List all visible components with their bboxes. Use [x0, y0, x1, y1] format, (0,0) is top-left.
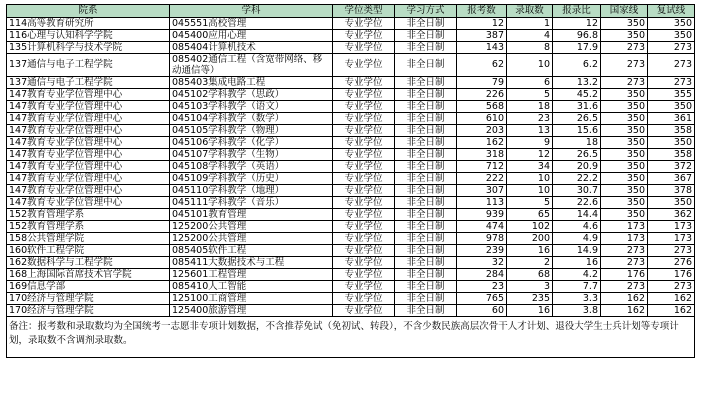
table-row [7, 221, 695, 233]
cell-admitted: 10 [507, 173, 553, 185]
table-row [7, 113, 695, 125]
cell-study-mode: 非全日制 [395, 54, 457, 77]
cell-ratio: 18 [553, 137, 601, 149]
cell-degree-type: 专业学位 [333, 197, 395, 209]
cell-study-mode: 非全日制 [395, 30, 457, 42]
cell-retest-line: 358 [648, 125, 695, 137]
cell-degree-type: 专业学位 [333, 113, 395, 125]
cell-retest-line: 176 [648, 269, 695, 281]
table-row [7, 269, 695, 281]
cell-subject: 085404计算机技术 [170, 42, 333, 54]
cell-department: 168上海国际首席技术官学院 [7, 269, 170, 281]
cell-degree-type: 专业学位 [333, 42, 395, 54]
cell-applicants: 474 [457, 221, 507, 233]
cell-department: 147教育专业学位管理中心 [7, 173, 170, 185]
cell-national-line: 350 [601, 149, 648, 161]
cell-subject: 125400旅游管理 [170, 305, 333, 317]
cell-national-line: 350 [601, 18, 648, 30]
cell-subject: 045107学科教学（生物） [170, 149, 333, 161]
cell-applicants: 387 [457, 30, 507, 42]
cell-national-line: 273 [601, 257, 648, 269]
cell-department: 147教育专业学位管理中心 [7, 125, 170, 137]
cell-ratio: 15.6 [553, 125, 601, 137]
cell-retest-line: 350 [648, 18, 695, 30]
table-row [7, 281, 695, 293]
cell-admitted: 23 [507, 113, 553, 125]
cell-subject: 045108学科教学（英语） [170, 161, 333, 173]
cell-study-mode: 非全日制 [395, 185, 457, 197]
cell-study-mode: 非全日制 [395, 149, 457, 161]
col-header-retest-line: 复试线 [648, 5, 695, 18]
cell-ratio: 30.7 [553, 185, 601, 197]
table-row [7, 77, 695, 89]
cell-retest-line: 350 [648, 137, 695, 149]
table-row [7, 30, 695, 42]
cell-admitted: 5 [507, 197, 553, 209]
cell-subject: 125601工程管理 [170, 269, 333, 281]
cell-national-line: 350 [601, 185, 648, 197]
cell-ratio: 14.9 [553, 245, 601, 257]
admissions-table [6, 4, 695, 358]
table-row [7, 197, 695, 209]
cell-study-mode: 非全日制 [395, 305, 457, 317]
cell-national-line: 350 [601, 113, 648, 125]
cell-department: 162数据科学与工程学院 [7, 257, 170, 269]
cell-applicants: 60 [457, 305, 507, 317]
cell-admitted: 10 [507, 54, 553, 77]
cell-ratio: 12 [553, 18, 601, 30]
cell-admitted: 8 [507, 42, 553, 54]
table-row [7, 18, 695, 30]
col-header-admitted: 录取数 [507, 5, 553, 18]
cell-national-line: 273 [601, 77, 648, 89]
cell-subject: 085405软件工程 [170, 245, 333, 257]
cell-degree-type: 专业学位 [333, 221, 395, 233]
table-row [7, 257, 695, 269]
cell-ratio: 26.5 [553, 149, 601, 161]
cell-subject: 045102学科教学（思政） [170, 89, 333, 101]
cell-degree-type: 专业学位 [333, 125, 395, 137]
cell-degree-type: 专业学位 [333, 233, 395, 245]
table-row [7, 42, 695, 54]
col-header-applicants: 报考数 [457, 5, 507, 18]
cell-degree-type: 专业学位 [333, 54, 395, 77]
cell-retest-line: 173 [648, 233, 695, 245]
cell-subject: 045106学科教学（化学） [170, 137, 333, 149]
cell-retest-line: 350 [648, 101, 695, 113]
cell-applicants: 23 [457, 281, 507, 293]
cell-retest-line: 355 [648, 89, 695, 101]
cell-ratio: 3.3 [553, 293, 601, 305]
cell-admitted: 102 [507, 221, 553, 233]
cell-national-line: 173 [601, 233, 648, 245]
cell-retest-line: 358 [648, 149, 695, 161]
col-header-subject: 学科 [170, 5, 333, 18]
cell-admitted: 16 [507, 245, 553, 257]
cell-subject: 045111学科教学（音乐） [170, 197, 333, 209]
cell-department: 147教育专业学位管理中心 [7, 113, 170, 125]
cell-national-line: 350 [601, 125, 648, 137]
cell-subject: 045109学科教学（历史） [170, 173, 333, 185]
cell-study-mode: 非全日制 [395, 113, 457, 125]
cell-degree-type: 专业学位 [333, 30, 395, 42]
table-row [7, 305, 695, 317]
cell-applicants: 568 [457, 101, 507, 113]
cell-national-line: 350 [601, 197, 648, 209]
cell-applicants: 162 [457, 137, 507, 149]
cell-study-mode: 非全日制 [395, 257, 457, 269]
cell-degree-type: 专业学位 [333, 18, 395, 30]
cell-applicants: 32 [457, 257, 507, 269]
cell-admitted: 68 [507, 269, 553, 281]
cell-retest-line: 361 [648, 113, 695, 125]
cell-national-line: 350 [601, 209, 648, 221]
cell-applicants: 610 [457, 113, 507, 125]
cell-applicants: 318 [457, 149, 507, 161]
table-row [7, 173, 695, 185]
table-row [7, 149, 695, 161]
cell-admitted: 1 [507, 18, 553, 30]
cell-department: 152教育管理学系 [7, 209, 170, 221]
cell-study-mode: 非全日制 [395, 269, 457, 281]
cell-applicants: 226 [457, 89, 507, 101]
cell-admitted: 2 [507, 257, 553, 269]
table-row [7, 209, 695, 221]
cell-admitted: 18 [507, 101, 553, 113]
cell-ratio: 6.2 [553, 54, 601, 77]
cell-ratio: 7.7 [553, 281, 601, 293]
note-row [7, 317, 695, 358]
cell-applicants: 222 [457, 173, 507, 185]
cell-applicants: 12 [457, 18, 507, 30]
cell-ratio: 22.2 [553, 173, 601, 185]
table-row [7, 125, 695, 137]
cell-study-mode: 非全日制 [395, 18, 457, 30]
cell-study-mode: 非全日制 [395, 281, 457, 293]
cell-degree-type: 专业学位 [333, 305, 395, 317]
cell-admitted: 16 [507, 305, 553, 317]
cell-study-mode: 非全日制 [395, 137, 457, 149]
cell-subject: 125100工商管理 [170, 293, 333, 305]
cell-degree-type: 专业学位 [333, 293, 395, 305]
table-row [7, 233, 695, 245]
cell-subject: 085403集成电路工程 [170, 77, 333, 89]
cell-admitted: 34 [507, 161, 553, 173]
col-header-national-line: 国家线 [601, 5, 648, 18]
cell-retest-line: 173 [648, 221, 695, 233]
cell-applicants: 712 [457, 161, 507, 173]
table-row [7, 185, 695, 197]
cell-ratio: 3.8 [553, 305, 601, 317]
cell-subject: 085411大数据技术与工程 [170, 257, 333, 269]
cell-department: 147教育专业学位管理中心 [7, 137, 170, 149]
cell-ratio: 96.8 [553, 30, 601, 42]
cell-study-mode: 非全日制 [395, 101, 457, 113]
cell-department: 116心理与认知科学学院 [7, 30, 170, 42]
cell-applicants: 239 [457, 245, 507, 257]
cell-degree-type: 专业学位 [333, 209, 395, 221]
cell-degree-type: 专业学位 [333, 161, 395, 173]
cell-subject: 045104学科教学（数学） [170, 113, 333, 125]
cell-admitted: 12 [507, 149, 553, 161]
cell-retest-line: 162 [648, 305, 695, 317]
cell-subject: 045103学科教学（语文） [170, 101, 333, 113]
cell-ratio: 20.9 [553, 161, 601, 173]
table-row [7, 161, 695, 173]
cell-study-mode: 非全日制 [395, 245, 457, 257]
cell-subject: 045105学科教学（物理） [170, 125, 333, 137]
cell-degree-type: 专业学位 [333, 269, 395, 281]
cell-degree-type: 专业学位 [333, 101, 395, 113]
cell-study-mode: 非全日制 [395, 89, 457, 101]
cell-retest-line: 367 [648, 173, 695, 185]
cell-department: 158公共管理学院 [7, 233, 170, 245]
cell-ratio: 22.6 [553, 197, 601, 209]
cell-study-mode: 非全日制 [395, 125, 457, 137]
cell-department: 147教育专业学位管理中心 [7, 161, 170, 173]
cell-degree-type: 专业学位 [333, 281, 395, 293]
cell-national-line: 162 [601, 293, 648, 305]
cell-admitted: 5 [507, 89, 553, 101]
table-row [7, 293, 695, 305]
table-row [7, 101, 695, 113]
cell-admitted: 200 [507, 233, 553, 245]
cell-ratio: 45.2 [553, 89, 601, 101]
cell-applicants: 143 [457, 42, 507, 54]
cell-national-line: 350 [601, 30, 648, 42]
cell-national-line: 273 [601, 42, 648, 54]
cell-admitted: 3 [507, 281, 553, 293]
cell-admitted: 13 [507, 125, 553, 137]
cell-applicants: 978 [457, 233, 507, 245]
cell-applicants: 284 [457, 269, 507, 281]
col-header-department: 院系 [7, 5, 170, 18]
cell-subject: 085402通信工程（含宽带网络、移动通信等） [170, 54, 333, 77]
cell-study-mode: 非全日制 [395, 209, 457, 221]
cell-subject: 045110学科教学（地理） [170, 185, 333, 197]
cell-ratio: 4.9 [553, 233, 601, 245]
cell-retest-line: 273 [648, 54, 695, 77]
cell-degree-type: 专业学位 [333, 185, 395, 197]
cell-applicants: 307 [457, 185, 507, 197]
cell-subject: 045551高校管理 [170, 18, 333, 30]
cell-national-line: 350 [601, 161, 648, 173]
cell-ratio: 13.2 [553, 77, 601, 89]
cell-subject: 085410人工智能 [170, 281, 333, 293]
header-row [7, 5, 695, 18]
col-header-study-mode: 学习方式 [395, 5, 457, 18]
cell-subject: 045101教育管理 [170, 209, 333, 221]
cell-retest-line: 276 [648, 257, 695, 269]
cell-department: 147教育专业学位管理中心 [7, 149, 170, 161]
cell-applicants: 62 [457, 54, 507, 77]
cell-department: 135计算机科学与技术学院 [7, 42, 170, 54]
cell-degree-type: 专业学位 [333, 173, 395, 185]
cell-national-line: 350 [601, 89, 648, 101]
cell-national-line: 273 [601, 245, 648, 257]
cell-department: 147教育专业学位管理中心 [7, 101, 170, 113]
cell-national-line: 173 [601, 221, 648, 233]
cell-department: 147教育专业学位管理中心 [7, 89, 170, 101]
cell-retest-line: 273 [648, 77, 695, 89]
cell-applicants: 939 [457, 209, 507, 221]
table-row [7, 54, 695, 77]
cell-applicants: 765 [457, 293, 507, 305]
cell-study-mode: 非全日制 [395, 293, 457, 305]
col-header-degree-type: 学位类型 [333, 5, 395, 18]
cell-study-mode: 非全日制 [395, 221, 457, 233]
cell-admitted: 9 [507, 137, 553, 149]
cell-degree-type: 专业学位 [333, 77, 395, 89]
cell-ratio: 16 [553, 257, 601, 269]
cell-study-mode: 非全日制 [395, 77, 457, 89]
cell-applicants: 203 [457, 125, 507, 137]
cell-study-mode: 非全日制 [395, 233, 457, 245]
cell-study-mode: 非全日制 [395, 161, 457, 173]
cell-retest-line: 362 [648, 209, 695, 221]
cell-department: 160软件工程学院 [7, 245, 170, 257]
cell-ratio: 14.4 [553, 209, 601, 221]
cell-national-line: 273 [601, 54, 648, 77]
cell-ratio: 26.5 [553, 113, 601, 125]
cell-study-mode: 非全日制 [395, 173, 457, 185]
cell-department: 147教育专业学位管理中心 [7, 185, 170, 197]
cell-ratio: 17.9 [553, 42, 601, 54]
cell-retest-line: 273 [648, 245, 695, 257]
cell-admitted: 65 [507, 209, 553, 221]
cell-retest-line: 273 [648, 42, 695, 54]
cell-department: 170经济与管理学院 [7, 305, 170, 317]
cell-admitted: 6 [507, 77, 553, 89]
cell-department: 152教育管理学系 [7, 221, 170, 233]
cell-retest-line: 350 [648, 197, 695, 209]
admissions-table-container [6, 4, 694, 358]
cell-ratio: 31.6 [553, 101, 601, 113]
cell-degree-type: 专业学位 [333, 257, 395, 269]
cell-department: 137通信与电子工程学院 [7, 54, 170, 77]
cell-degree-type: 专业学位 [333, 149, 395, 161]
cell-ratio: 4.6 [553, 221, 601, 233]
cell-retest-line: 162 [648, 293, 695, 305]
cell-ratio: 4.2 [553, 269, 601, 281]
table-row [7, 89, 695, 101]
cell-applicants: 113 [457, 197, 507, 209]
cell-national-line: 176 [601, 269, 648, 281]
cell-degree-type: 专业学位 [333, 137, 395, 149]
cell-retest-line: 378 [648, 185, 695, 197]
cell-applicants: 79 [457, 77, 507, 89]
cell-department: 137通信与电子工程学院 [7, 77, 170, 89]
table-row [7, 245, 695, 257]
cell-subject: 125200公共管理 [170, 221, 333, 233]
cell-admitted: 4 [507, 30, 553, 42]
footnote: 备注：报考数和录取数均为全国统考一志愿非专项计划数据，不含推荐免试（免初试、转段），不含少数民族高层次骨干人才计划、退役大学生士兵计划等专项计划，录取数不含调剂录取数。 [7, 317, 695, 358]
cell-subject: 045400应用心理 [170, 30, 333, 42]
cell-admitted: 235 [507, 293, 553, 305]
cell-subject: 125200公共管理 [170, 233, 333, 245]
cell-retest-line: 372 [648, 161, 695, 173]
cell-retest-line: 350 [648, 30, 695, 42]
cell-department: 114高等教育研究所 [7, 18, 170, 30]
cell-department: 170经济与管理学院 [7, 293, 170, 305]
cell-study-mode: 非全日制 [395, 197, 457, 209]
table-row [7, 137, 695, 149]
cell-degree-type: 专业学位 [333, 245, 395, 257]
cell-national-line: 162 [601, 305, 648, 317]
cell-study-mode: 非全日制 [395, 42, 457, 54]
cell-department: 169信息学部 [7, 281, 170, 293]
cell-national-line: 350 [601, 101, 648, 113]
cell-admitted: 10 [507, 185, 553, 197]
cell-national-line: 350 [601, 137, 648, 149]
col-header-ratio: 报录比 [553, 5, 601, 18]
cell-department: 147教育专业学位管理中心 [7, 197, 170, 209]
cell-national-line: 350 [601, 173, 648, 185]
cell-national-line: 273 [601, 281, 648, 293]
cell-retest-line: 273 [648, 281, 695, 293]
cell-degree-type: 专业学位 [333, 89, 395, 101]
